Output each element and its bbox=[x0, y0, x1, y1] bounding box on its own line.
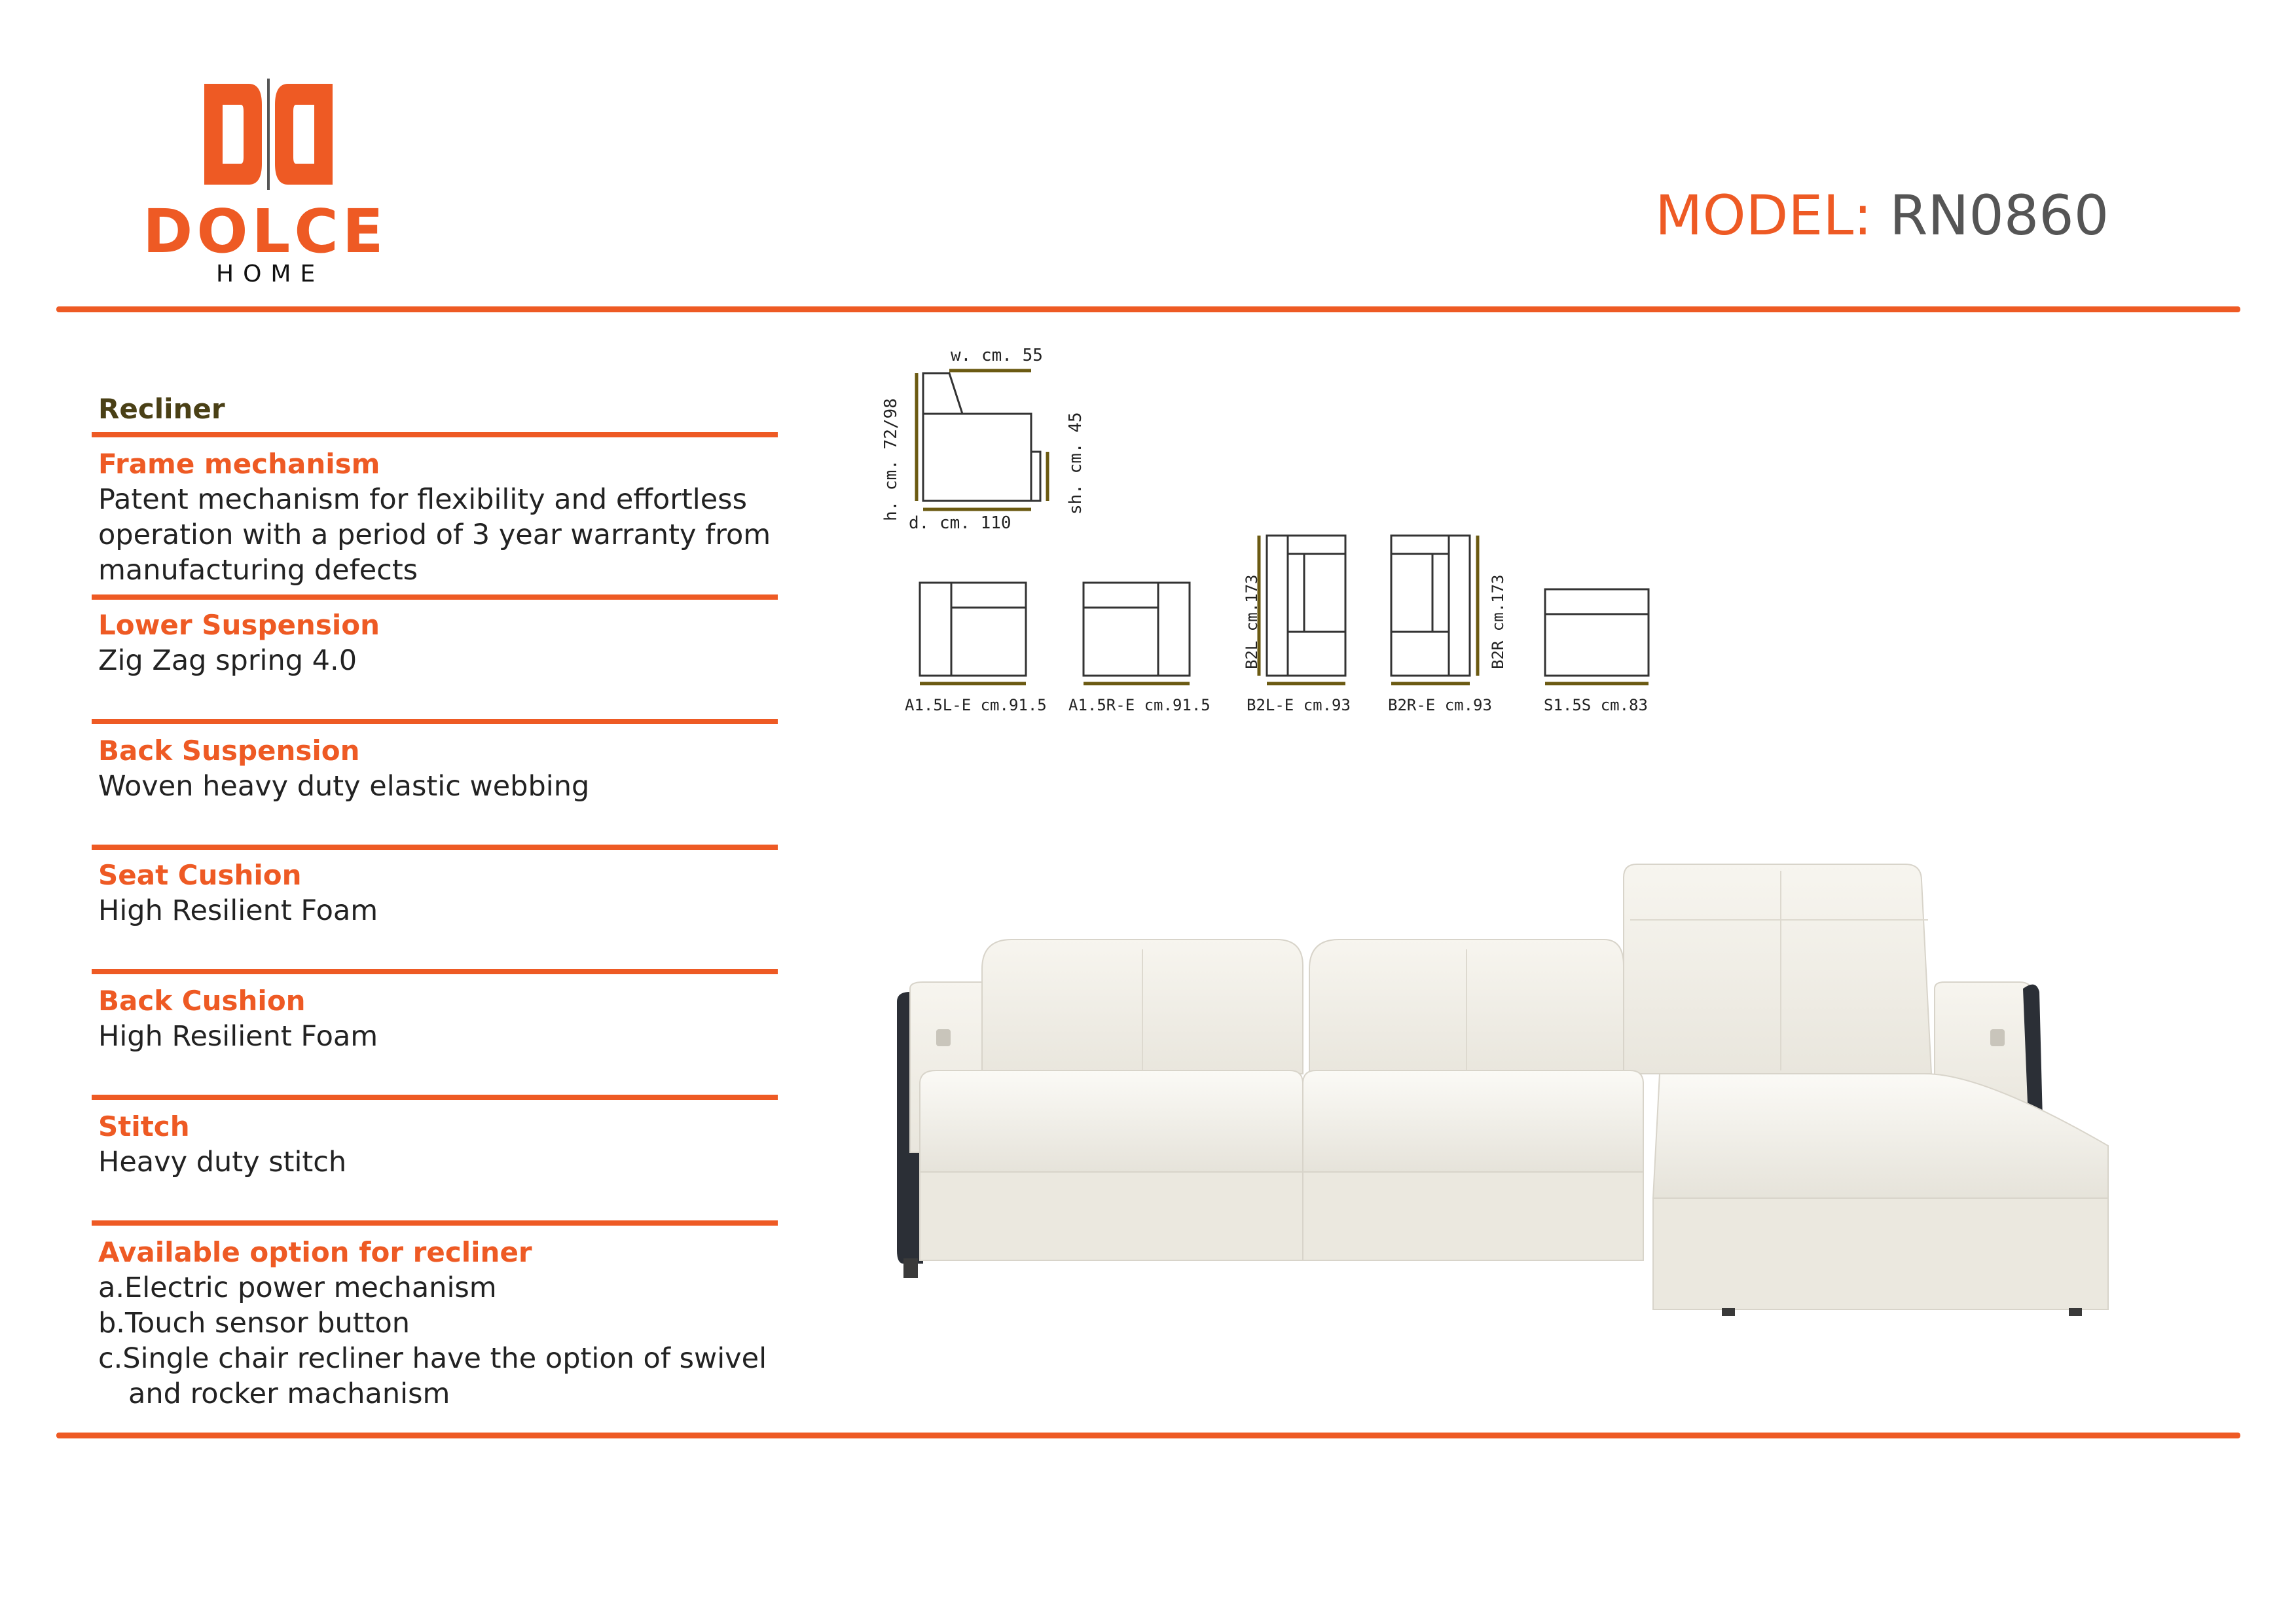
spec-title: Lower Suspension bbox=[98, 609, 380, 641]
spec-title: Frame mechanism bbox=[98, 448, 380, 480]
seat-cushion bbox=[1303, 1070, 1643, 1172]
spec-divider bbox=[92, 969, 778, 974]
chaise-base bbox=[1653, 1198, 2108, 1309]
spec-text: c.Single chair recliner have the option of swivel bbox=[98, 1342, 767, 1375]
spec-text: operation with a period of 3 year warranty from bbox=[98, 519, 771, 551]
spec-divider bbox=[92, 432, 778, 437]
spec-text: a.Electric power mechanism bbox=[98, 1271, 497, 1304]
module-label: S1.5S cm.83 bbox=[1544, 696, 1648, 714]
spec-title: Back Suspension bbox=[98, 735, 360, 767]
spec-divider bbox=[92, 1220, 778, 1226]
brand-subtitle: HOME bbox=[216, 261, 325, 287]
model-label: MODEL: bbox=[1655, 183, 1872, 247]
spec-title: Stitch bbox=[98, 1110, 190, 1142]
spec-text: Woven heavy duty elastic webbing bbox=[98, 770, 590, 803]
height-label: h. cm. 72/98 bbox=[881, 398, 901, 521]
spec-divider bbox=[92, 719, 778, 724]
sofa-base bbox=[920, 1172, 1303, 1260]
brand-name: DOLCE bbox=[143, 196, 388, 266]
spec-text: Heavy duty stitch bbox=[98, 1146, 347, 1179]
seat-height-label: sh. cm. 45 bbox=[1066, 412, 1085, 515]
side-profile-drawing bbox=[910, 354, 1120, 524]
module-side-label: B2R cm.173 bbox=[1489, 574, 1507, 669]
spec-text: High Resilient Foam bbox=[98, 1020, 378, 1053]
logo-mark-icon bbox=[203, 79, 334, 190]
spec-text: b.Touch sensor button bbox=[98, 1307, 410, 1340]
sofa-image bbox=[884, 858, 2128, 1316]
module-label: A1.5L-E cm.91.5 bbox=[905, 696, 1047, 714]
model-number: RN0860 bbox=[1889, 183, 2109, 247]
spec-text: High Resilient Foam bbox=[98, 894, 378, 927]
spec-divider bbox=[92, 594, 778, 600]
touch-button-icon bbox=[936, 1029, 951, 1046]
sofa-foot bbox=[2069, 1308, 2082, 1316]
header-divider bbox=[56, 306, 2240, 312]
sofa-base bbox=[1303, 1172, 1643, 1260]
sofa-foot bbox=[903, 1258, 918, 1278]
spec-divider bbox=[92, 845, 778, 850]
spec-text: Patent mechanism for flexibility and effortless bbox=[98, 483, 747, 516]
spec-category: Recliner bbox=[98, 393, 225, 425]
width-label: w. cm. 55 bbox=[951, 346, 1043, 365]
spec-title: Back Cushion bbox=[98, 985, 306, 1017]
spec-text: Zig Zag spring 4.0 bbox=[98, 644, 357, 677]
module-label: A1.5R-E cm.91.5 bbox=[1068, 696, 1211, 714]
footer-divider bbox=[56, 1433, 2240, 1438]
spec-text: and rocker machanism bbox=[128, 1378, 450, 1410]
model-heading bbox=[1655, 183, 2109, 247]
spec-text: manufacturing defects bbox=[98, 554, 418, 587]
depth-label: d. cm. 110 bbox=[909, 513, 1011, 533]
spec-title: Seat Cushion bbox=[98, 859, 302, 891]
module-drawings bbox=[917, 530, 1669, 694]
module-side-label: B2L cm.173 bbox=[1243, 574, 1261, 669]
spec-divider bbox=[92, 1095, 778, 1100]
spec-title: Available option for recliner bbox=[98, 1236, 532, 1268]
touch-button-icon bbox=[1990, 1029, 2005, 1046]
sofa-foot bbox=[1722, 1308, 1735, 1316]
headrest bbox=[1624, 864, 1931, 1074]
module-label: B2L-E cm.93 bbox=[1247, 696, 1351, 714]
seat-cushion bbox=[920, 1070, 1303, 1172]
module-label: B2R-E cm.93 bbox=[1388, 696, 1492, 714]
